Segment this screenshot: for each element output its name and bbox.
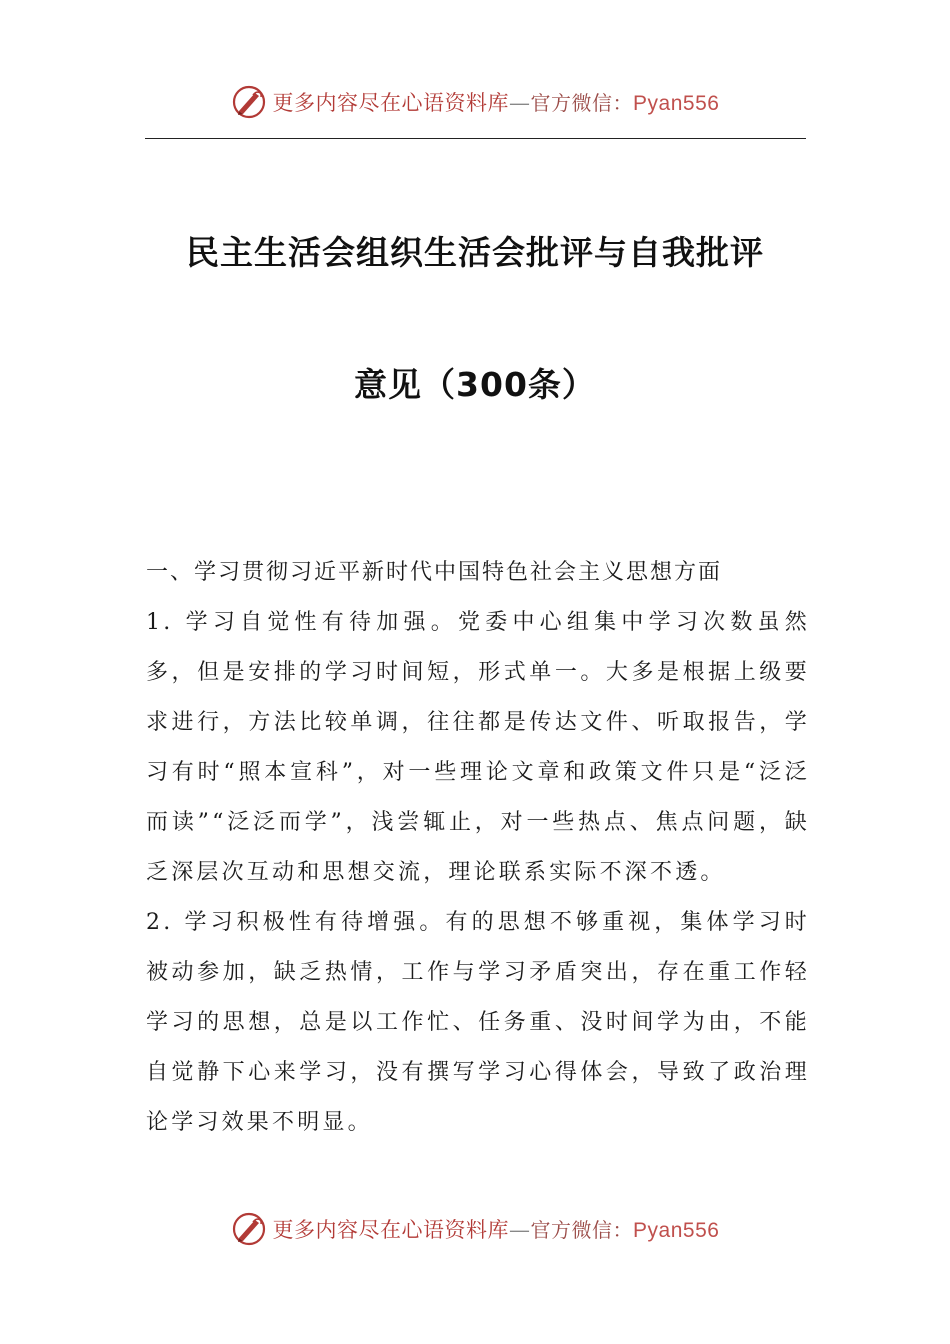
footer-dash: —	[509, 1218, 531, 1242]
footer-wechat-account: Pyan556	[633, 1219, 720, 1242]
footer-watermark-banner	[0, 1207, 950, 1251]
footer-banner-content	[231, 1211, 720, 1247]
header-watermark-banner	[0, 80, 950, 124]
header-banner-text	[273, 87, 720, 117]
document-title-line-2: 意见（300条）	[354, 365, 596, 404]
footer-wechat-label: 官方微信：	[530, 1218, 634, 1242]
pen-logo-icon	[231, 1211, 267, 1247]
header-brand-text: 更多内容尽在心语资料库	[272, 91, 510, 115]
header-wechat-label: 官方微信：	[530, 91, 634, 115]
header-wechat-account: Pyan556	[633, 92, 720, 115]
document-title-line-1: 民主生活会组织生活会批评与自我批评	[186, 233, 764, 272]
footer-brand-text: 更多内容尽在心语资料库	[272, 1218, 510, 1242]
paragraph-item: 1. 学习自觉性有待加强。党委中心组集中学习次数虽然多，但是安排的学习时间短，形式单一。大多是根据上级要求进行，方法比较单调，往往都是传达文件、听取报告，学习有时“照本宣科”，对一些理论文章和政策文件只是“泛泛而读”“泛泛而学”，浅尝辄止，对一些热点、焦点问题，缺乏深层次互动和思想交流，理论联系实际不深不透。	[146, 610, 810, 885]
section-heading: 一、学习贯彻习近平新时代中国特色社会主义思想方面	[146, 560, 723, 585]
pen-logo-icon	[231, 84, 267, 120]
footer-banner-text	[273, 1214, 720, 1244]
document-body	[146, 548, 810, 1148]
header-divider	[145, 138, 806, 139]
paragraph-item: 2. 学习积极性有待增强。有的思想不够重视，集体学习时被动参加，缺乏热情，工作与学习矛盾突出，存在重工作轻学习的思想，总是以工作忙、任务重、没时间学为由，不能自觉静下心来学习，没有撰写学习心得体会，导致了政治理论学习效果不明显。	[146, 910, 810, 1135]
header-dash: —	[509, 91, 531, 115]
header-banner-content	[231, 84, 720, 120]
